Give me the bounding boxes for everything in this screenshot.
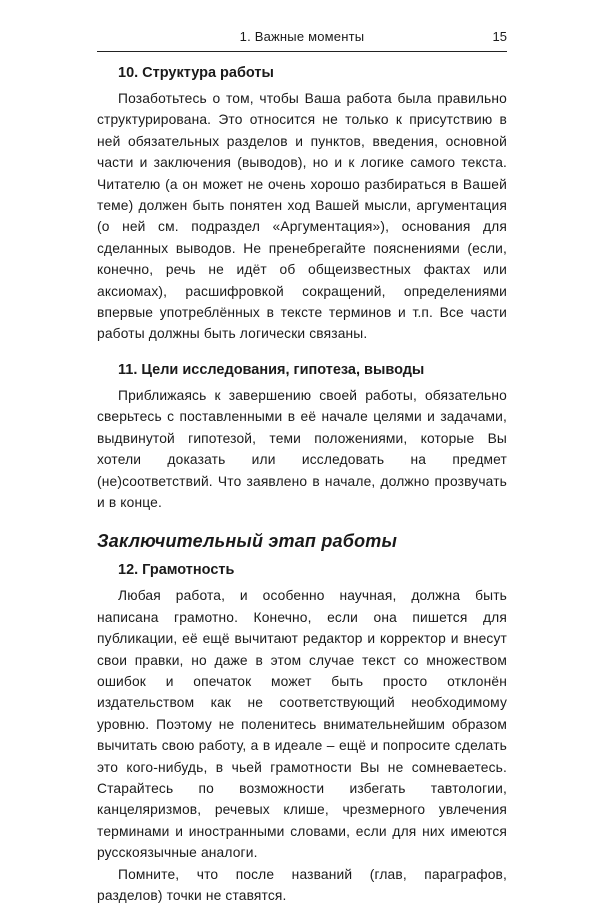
page-number: 15 — [492, 29, 507, 44]
section-paragraph: Любая работа, и особенно научная, должна быть написана грамотно. Конечно, если она пишется для публикации, её ещё вычитают редактор и корректор и внесут свои правки, но даже в этом случае текст со множеством ошибок и опечаток может быть просто отклонён издательством как не соответствующий необходимому уровню. Поэтому не поленитесь внимательнейшим образом вычитать свою работу, а в идеале – ещё и попросите сделать это кого-нибудь, в чьей грамотности Вы не сомневаетесь. Старайтесь по возможности избегать тавтологии, канцеляризмов, речевых клише, чрезмерного увлечения терминами и иностранными словами, если для них имеются русскоязычные аналоги. — [97, 588, 507, 861]
running-header — [97, 29, 507, 52]
section-heading: 10. Структура работы — [118, 65, 274, 81]
section-paragraph: Помните, что после названий (глав, параграфов, разделов) точки не ставятся. — [97, 866, 507, 903]
page-body — [97, 64, 507, 906]
chapter-title: Заключительный этап работы — [97, 531, 398, 552]
running-title: 1. Важные моменты — [239, 29, 365, 44]
section-paragraph: Позаботьтесь о том, чтобы Ваша работа была правильно структурирована. Это относится не только к присутствию в ней обязательных разделов и пунктов, введения, основной части и заключения (выводов), но и к логике самого текста. Читателю (а он может не очень хорошо разбираться в Вашей теме) должен быть понятен ход Вашей мысли, аргументация (о ней см. подраздел «Аргументация»), основания для сделанных выводов. Не пренебрегайте пояснениями (если, конечно, речь не идёт об общеизвестных фактах или аксиомах), расшифровкой сокращений, определениями впервые употреблённых в тексте терминов и т.п. Все части работы должны быть логически связаны. — [97, 91, 507, 342]
section-heading: 12. Грамотность — [118, 562, 235, 579]
section-heading: 11. Цели исследования, гипотеза, выводы — [118, 361, 425, 378]
section-paragraph: Приближаясь к завершению своей работы, обязательно сверьтесь с поставленными в её начале целями и задачами, выдвинутой гипотезой, теми положениями, которые Вы хотели доказать или исследовать на предмет (не)соответствий. Что заявлено в начале, должно прозвучать и в конце. — [97, 387, 507, 510]
